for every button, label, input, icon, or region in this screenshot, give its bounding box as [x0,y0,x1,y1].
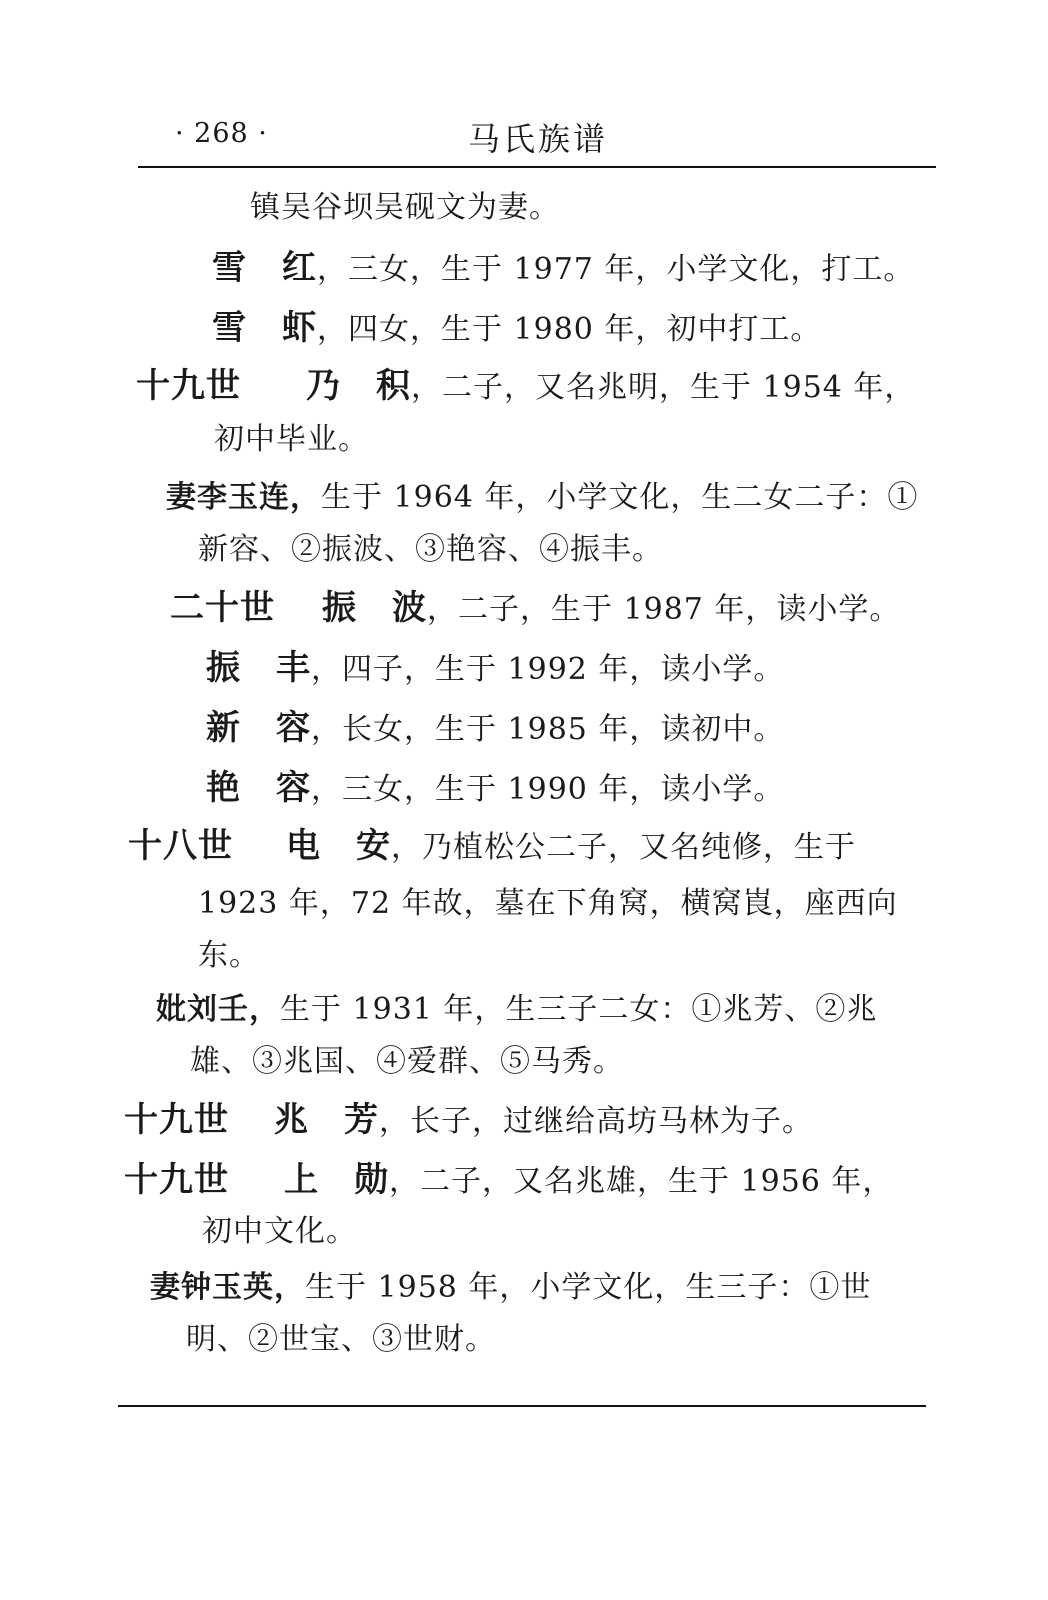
entry-text: ，长子，过继给高坊马林为子。 [379,1104,813,1139]
entry-line [166,478,918,518]
entry-text: ，二子，又名兆雄，生于 1956 年， [389,1164,894,1199]
entry-line: 新容、②振波、③艳容、④振丰。 [198,532,663,567]
entry-line: 镇吴谷坝吴砚文为妻。 [250,190,560,225]
entry-line: 雄、③兆国、④爱群、⑤马秀。 [190,1044,624,1079]
entry-line: 1923 年，72 年故，墓在下角窝，横窝崀，座西向 [198,886,898,921]
entry-line [150,1268,871,1308]
entry-text: ，三女，生于 1990 年，读小学。 [311,772,785,807]
entry-text: ，乃植松公二子，又名纯修，生于 [391,830,856,865]
person-name: 雪 虾 [212,308,317,348]
entry-line [206,648,784,690]
person-name: 上 勋 [284,1160,389,1200]
entry-line: 初中毕业。 [214,422,369,457]
entry-line [206,768,784,810]
entry-text: 生于 1958 年，小学文化，生三子：①世 [305,1270,872,1305]
footer-rule [118,1405,926,1407]
page-number: · 268 · [175,118,268,149]
running-title: 马氏族谱 [468,120,609,158]
spouse-name: 妻钟玉英， [150,1270,305,1305]
generation-label: 十九世 [124,1100,229,1140]
person-name: 乃 积 [306,366,411,406]
entry-text: ，长女，生于 1985 年，读初中。 [311,712,785,747]
generation-label: 十九世 [136,366,241,406]
entry-line [156,990,877,1030]
entry-line [212,248,914,290]
entry-line: 初中文化。 [202,1214,357,1249]
entry-text: 生于 1964 年，小学文化，生二女二子：① [321,480,919,515]
generation-label: 十九世 [124,1160,229,1200]
entry-line [128,826,856,868]
entry-line [170,588,900,630]
person-name: 新 容 [206,708,311,748]
entry-line: 明、②世宝、③世财。 [186,1322,496,1357]
spouse-name: 妣刘壬， [156,992,280,1027]
person-name: 艳 容 [206,768,311,808]
entry-line [206,708,784,750]
person-name: 兆 芳 [274,1100,379,1140]
generation-label: 二十世 [170,588,275,628]
person-name: 振 波 [322,588,427,628]
entry-text: ，四子，生于 1992 年，读小学。 [311,652,785,687]
entry-line [124,1160,893,1202]
entry-line [212,308,821,350]
generation-label: 十八世 [128,826,233,866]
entry-text: ，三女，生于 1977 年，小学文化，打工。 [317,252,915,287]
spouse-name: 妻李玉连， [166,480,321,515]
entry-text: ，二子，生于 1987 年，读小学。 [427,592,901,627]
person-name: 雪 红 [212,248,317,288]
entry-line: 东。 [198,938,260,973]
entry-text: ，二子，又名兆明，生于 1954 年， [411,370,916,405]
entry-text: 生于 1931 年，生三子二女：①兆芳、②兆 [280,992,878,1027]
entry-text: ，四女，生于 1980 年，初中打工。 [317,312,822,347]
person-name: 电 安 [286,826,391,866]
person-name: 振 丰 [206,648,311,688]
header-rule [138,166,936,168]
entry-line [136,366,915,408]
entry-line [124,1100,813,1142]
